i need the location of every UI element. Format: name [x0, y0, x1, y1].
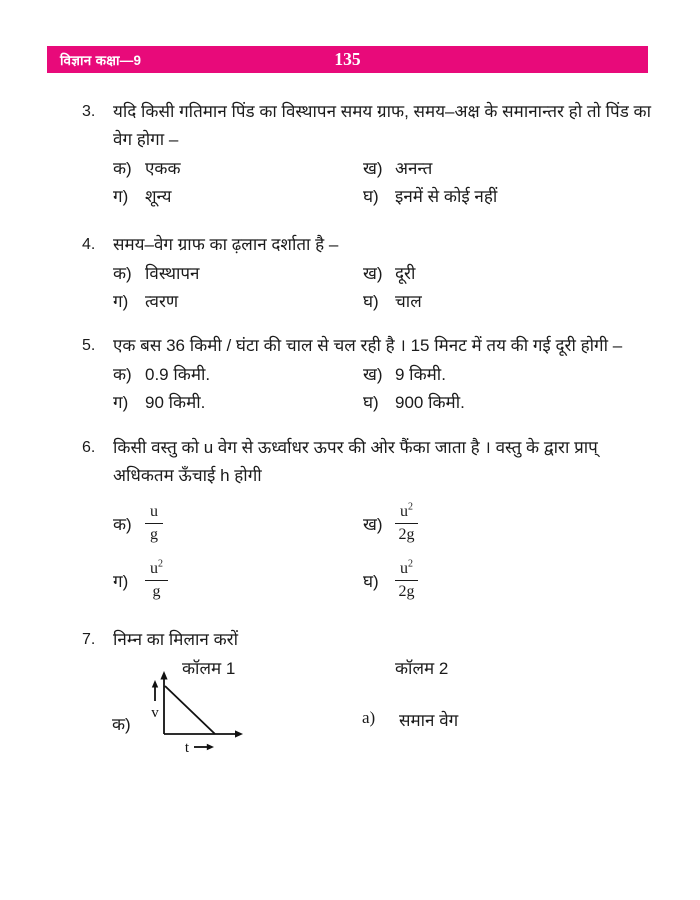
option-label: ख)	[363, 515, 383, 534]
option-label: ग)	[113, 292, 129, 311]
fraction-u2-over-g	[145, 559, 168, 602]
question-3-number: 3.	[82, 103, 96, 120]
option-kha	[363, 260, 652, 288]
option-label: क)	[113, 515, 132, 534]
option-text: एकक	[145, 159, 181, 178]
option-text: चाल	[395, 292, 422, 311]
option-ga	[113, 288, 363, 316]
option-label: घ)	[363, 572, 379, 591]
v-axis-label: v	[151, 705, 159, 721]
question-4-number: 4.	[82, 236, 96, 253]
question-3	[82, 98, 652, 211]
question-3-text: यदि किसी गतिमान पिंड का विस्थापन समय ग्राफ, समय–अक्ष के समानान्तर हो तो पिंड का वेग होगा –	[113, 102, 651, 149]
fraction-denominator: g	[152, 583, 161, 600]
y-axis-arrowhead-icon	[160, 671, 167, 680]
question-6	[82, 434, 652, 602]
option-text: दूरी	[395, 264, 416, 283]
page-number: 135	[334, 49, 361, 69]
option-label: घ)	[363, 393, 379, 412]
fraction-denominator: 2g	[398, 583, 415, 600]
option-ka	[113, 155, 363, 183]
option-label: ग)	[113, 393, 129, 412]
option-text: 9 किमी.	[395, 365, 446, 384]
option-ka	[113, 361, 363, 389]
fraction-exponent: 2	[158, 558, 163, 570]
question-5-text: एक बस 36 किमी / घंटा की चाल से चल रही है । 15 मिनट में तय की गई दूरी होगी –	[113, 336, 623, 355]
option-gha	[363, 389, 652, 417]
option-label: क)	[113, 365, 132, 384]
question-7-text: निम्न का मिलान करों	[113, 630, 238, 649]
option-ka	[113, 502, 363, 545]
match-columns-area	[82, 654, 652, 804]
option-label: घ)	[363, 187, 379, 206]
question-5-number: 5.	[82, 337, 96, 354]
option-text: त्वरण	[145, 292, 179, 311]
x-axis-arrowhead-icon	[235, 730, 243, 737]
option-label: ग)	[113, 572, 129, 591]
header-book-title: विज्ञान कक्षा—9	[60, 52, 142, 68]
column-1-header: कॉलम 1	[182, 659, 236, 678]
t-axis-label: t	[184, 740, 190, 756]
page-header-bar	[47, 46, 648, 73]
fraction-u2-over-2g	[395, 502, 418, 545]
v-up-arrowhead-icon	[152, 680, 158, 688]
option-ka	[113, 260, 363, 288]
fraction-denominator: 2g	[398, 526, 415, 543]
fraction-numerator: u	[150, 560, 158, 577]
question-4	[82, 231, 652, 316]
question-7	[82, 626, 652, 804]
column-2-header: कॉलम 2	[395, 659, 449, 678]
fraction-exponent: 2	[408, 558, 413, 570]
option-ga	[113, 389, 363, 417]
option-ga	[113, 559, 363, 602]
option-text: 900 किमी.	[395, 393, 465, 412]
option-ga	[113, 183, 363, 211]
question-3-options	[113, 155, 652, 211]
option-label: ख)	[363, 159, 383, 178]
option-text: 0.9 किमी.	[145, 365, 211, 384]
match-answer-label: a)	[362, 708, 376, 727]
question-5-options	[113, 361, 652, 417]
fraction-u-over-g	[145, 502, 163, 545]
option-label: ख)	[363, 264, 383, 283]
option-gha	[363, 288, 652, 316]
question-7-number: 7.	[82, 631, 96, 648]
t-right-arrowhead-icon	[207, 744, 214, 750]
question-6-number: 6.	[82, 439, 96, 456]
match-answer-a	[362, 708, 458, 731]
option-text: इनमें से कोई नहीं	[395, 187, 498, 206]
question-6-options	[113, 502, 652, 602]
option-gha	[363, 559, 652, 602]
option-text: 90 किमी.	[145, 393, 206, 412]
fraction-numerator: u	[400, 560, 408, 577]
question-5	[82, 332, 652, 417]
question-4-options	[113, 260, 652, 316]
option-kha	[363, 155, 652, 183]
option-label: घ)	[363, 292, 379, 311]
option-text: विस्थापन	[145, 264, 200, 283]
question-4-text: समय–वेग ग्राफ का ढ़लान दर्शाता है –	[113, 235, 339, 254]
option-label: ख)	[363, 365, 383, 384]
match-item-label: क)	[112, 715, 131, 734]
fraction-numerator: u	[150, 503, 158, 520]
graph-line	[165, 686, 215, 734]
option-label: ग)	[113, 187, 129, 206]
option-text: शून्य	[145, 187, 172, 206]
option-kha	[363, 361, 652, 389]
velocity-time-graph	[142, 670, 252, 762]
fraction-exponent: 2	[408, 501, 413, 513]
fraction-u2-over-2g	[395, 559, 418, 602]
option-label: क)	[113, 159, 132, 178]
fraction-denominator: g	[150, 526, 158, 543]
fraction-numerator: u	[400, 503, 408, 520]
match-answer-text: समान वेग	[399, 711, 459, 730]
option-text: अनन्त	[395, 159, 433, 178]
question-6-text: किसी वस्तु को u वेग से ऊर्ध्वाधर ऊपर की ओर फैंका जाता है । वस्तु के द्वारा प्राप् अधिकतम ऊँचाई h होगी	[113, 438, 598, 485]
option-gha	[363, 183, 652, 211]
option-kha	[363, 502, 652, 545]
option-label: क)	[113, 264, 132, 283]
